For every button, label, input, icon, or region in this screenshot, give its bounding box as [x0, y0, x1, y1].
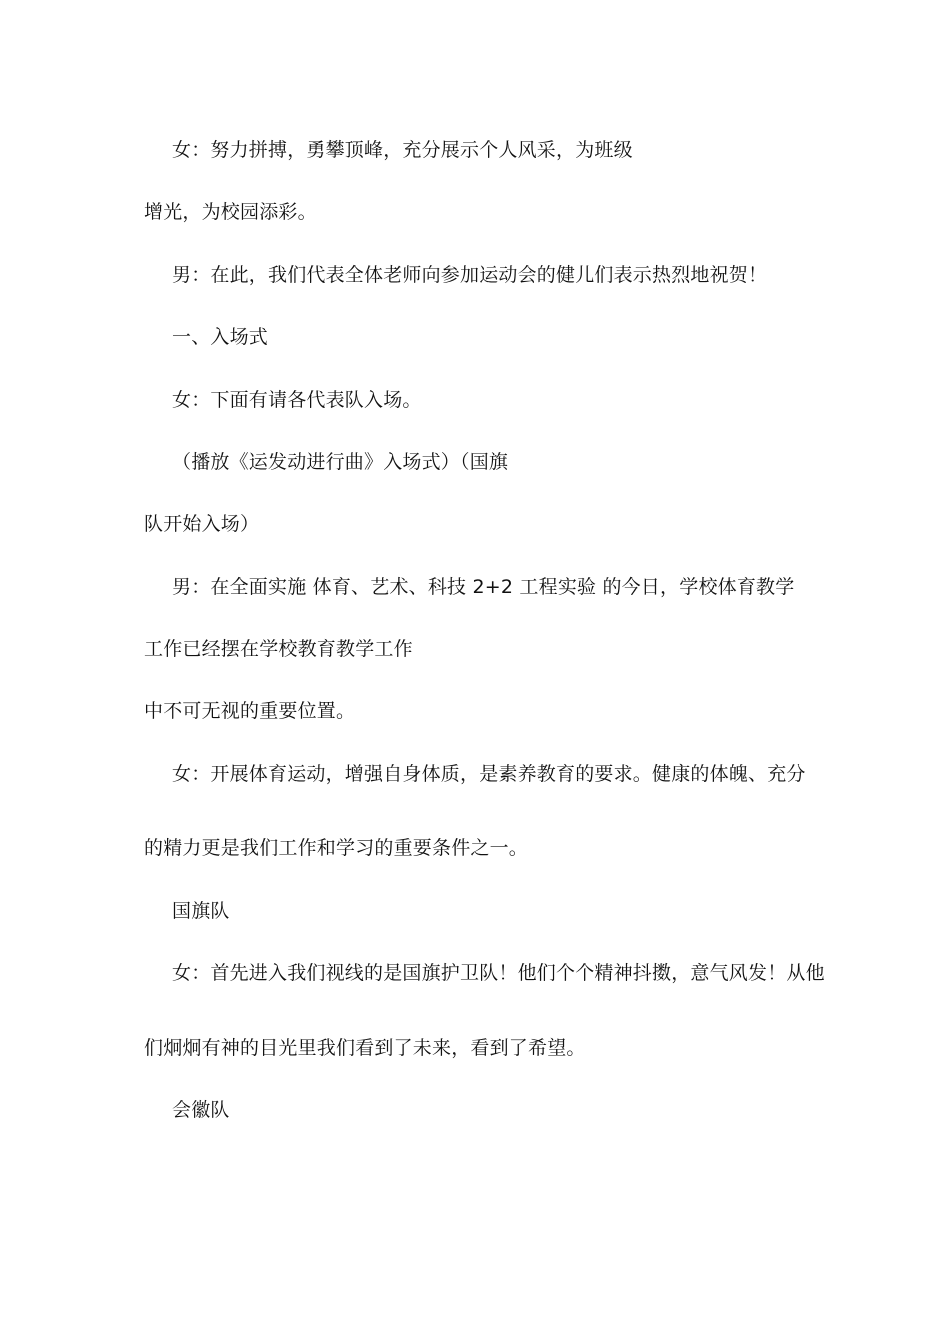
paragraph-line: 男：在全面实施 体育、艺术、科技 2+2 工程实验 的今日，学校体育教学	[172, 576, 795, 598]
paragraph-line: 中不可无视的重要位置。	[144, 700, 356, 722]
paragraph-line: 女：下面有请各代表队入场。	[172, 389, 422, 411]
section-heading: 一、入场式	[172, 326, 269, 348]
paragraph-line: 队开始入场）	[144, 513, 260, 535]
section-heading: 会徽队	[172, 1099, 230, 1121]
paragraph-line: 们炯炯有神的目光里我们看到了未来，看到了希望。	[144, 1037, 586, 1059]
paragraph-line: 女：首先进入我们视线的是国旗护卫队！他们个个精神抖擞，意气风发！从他	[172, 962, 825, 984]
paragraph-line: 增光，为校园添彩。	[144, 201, 317, 223]
paragraph-line: （播放《运发动进行曲》入场式）（国旗	[172, 451, 509, 473]
paragraph-line: 的精力更是我们工作和学习的重要条件之一。	[144, 837, 529, 859]
paragraph-line: 女：努力拼搏，勇攀顶峰，充分展示个人风采，为班级	[172, 139, 633, 161]
paragraph-line: 男：在此，我们代表全体老师向参加运动会的健儿们表示热烈地祝贺！	[172, 264, 768, 286]
section-heading: 国旗队	[172, 900, 230, 922]
paragraph-line: 工作已经摆在学校教育教学工作	[144, 638, 413, 660]
paragraph-line: 女：开展体育运动，增强自身体质，是素养教育的要求。健康的体魄、充分	[172, 763, 806, 785]
